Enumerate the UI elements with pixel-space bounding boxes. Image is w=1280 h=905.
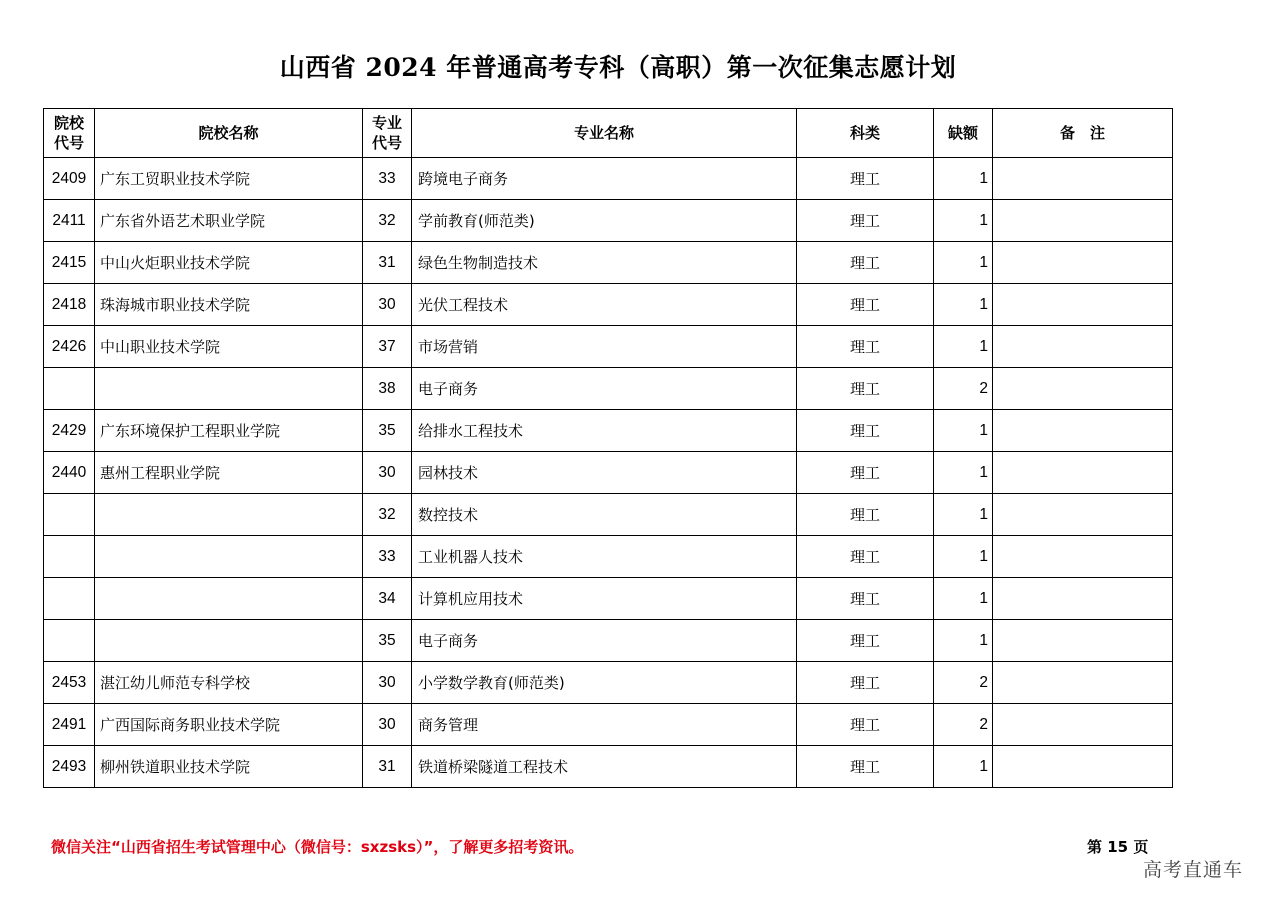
table-header-row xyxy=(44,109,1173,158)
page-number: 第 15 页 xyxy=(1087,838,1149,856)
cell-category: 理工 xyxy=(797,284,934,326)
cell-school-code: 2426 xyxy=(44,326,95,368)
cell-category: 理工 xyxy=(797,242,934,284)
cell-school-name xyxy=(95,368,363,410)
table-row xyxy=(44,494,1173,536)
header-school-name: 院校名称 xyxy=(95,109,363,158)
cell-school-name xyxy=(95,620,363,662)
cell-major-code: 30 xyxy=(363,452,412,494)
cell-major-code: 31 xyxy=(363,746,412,788)
cell-remark xyxy=(993,662,1173,704)
cell-school-name: 湛江幼儿师范专科学校 xyxy=(95,662,363,704)
cell-school-name xyxy=(95,578,363,620)
document-title: 山西省 2024 年普通高考专科（高职）第一次征集志愿计划 xyxy=(279,53,957,82)
cell-school-code: 2418 xyxy=(44,284,95,326)
cell-major-code: 30 xyxy=(363,284,412,326)
cell-major-name: 市场营销 xyxy=(412,326,797,368)
table-row xyxy=(44,578,1173,620)
cell-school-name: 中山职业技术学院 xyxy=(95,326,363,368)
cell-school-name: 广东省外语艺术职业学院 xyxy=(95,200,363,242)
header-category: 科类 xyxy=(797,109,934,158)
cell-major-name: 商务管理 xyxy=(412,704,797,746)
table-row xyxy=(44,662,1173,704)
cell-major-code: 35 xyxy=(363,620,412,662)
header-major-code: 专业 代号 xyxy=(363,109,412,158)
table-row xyxy=(44,410,1173,452)
cell-major-name: 电子商务 xyxy=(412,620,797,662)
enrollment-plan-table xyxy=(43,108,1173,788)
cell-school-code: 2411 xyxy=(44,200,95,242)
cell-major-name: 绿色生物制造技术 xyxy=(412,242,797,284)
cell-major-code: 30 xyxy=(363,662,412,704)
table-row xyxy=(44,200,1173,242)
cell-major-code: 30 xyxy=(363,704,412,746)
cell-major-name: 跨境电子商务 xyxy=(412,158,797,200)
cell-remark xyxy=(993,368,1173,410)
cell-school-code: 2440 xyxy=(44,452,95,494)
header-vacancies: 缺额 xyxy=(934,109,993,158)
table-row xyxy=(44,536,1173,578)
cell-category: 理工 xyxy=(797,326,934,368)
cell-category: 理工 xyxy=(797,452,934,494)
cell-school-code: 2453 xyxy=(44,662,95,704)
cell-school-code: 2491 xyxy=(44,704,95,746)
cell-category: 理工 xyxy=(797,536,934,578)
cell-vacancies: 1 xyxy=(934,578,993,620)
cell-school-name: 广西国际商务职业技术学院 xyxy=(95,704,363,746)
watermark-text: 高考直通车 xyxy=(1143,859,1244,881)
cell-major-code: 32 xyxy=(363,200,412,242)
cell-remark xyxy=(993,158,1173,200)
cell-school-code xyxy=(44,620,95,662)
cell-category: 理工 xyxy=(797,200,934,242)
cell-school-name: 广东环境保护工程职业学院 xyxy=(95,410,363,452)
cell-category: 理工 xyxy=(797,578,934,620)
cell-category: 理工 xyxy=(797,662,934,704)
cell-major-name: 光伏工程技术 xyxy=(412,284,797,326)
table-row xyxy=(44,158,1173,200)
header-school-code: 院校 代号 xyxy=(44,109,95,158)
footer-wechat-note: 微信关注“山西省招生考试管理中心（微信号：sxzsks）”，了解更多招考资讯。 xyxy=(51,838,584,856)
cell-remark xyxy=(993,536,1173,578)
cell-remark xyxy=(993,326,1173,368)
cell-major-name: 工业机器人技术 xyxy=(412,536,797,578)
table-row xyxy=(44,746,1173,788)
cell-vacancies: 1 xyxy=(934,494,993,536)
cell-school-code: 2493 xyxy=(44,746,95,788)
cell-school-code xyxy=(44,368,95,410)
cell-major-name: 计算机应用技术 xyxy=(412,578,797,620)
cell-school-code xyxy=(44,536,95,578)
table-row xyxy=(44,242,1173,284)
cell-major-code: 33 xyxy=(363,158,412,200)
cell-category: 理工 xyxy=(797,368,934,410)
cell-category: 理工 xyxy=(797,620,934,662)
cell-remark xyxy=(993,746,1173,788)
cell-school-name xyxy=(95,536,363,578)
cell-school-name: 珠海城市职业技术学院 xyxy=(95,284,363,326)
cell-vacancies: 1 xyxy=(934,158,993,200)
cell-major-name: 学前教育(师范类) xyxy=(412,200,797,242)
cell-vacancies: 2 xyxy=(934,368,993,410)
cell-vacancies: 1 xyxy=(934,326,993,368)
cell-school-name: 柳州铁道职业技术学院 xyxy=(95,746,363,788)
cell-major-code: 33 xyxy=(363,536,412,578)
cell-category: 理工 xyxy=(797,746,934,788)
table-row xyxy=(44,284,1173,326)
cell-vacancies: 2 xyxy=(934,704,993,746)
header-major-name: 专业名称 xyxy=(412,109,797,158)
cell-school-code xyxy=(44,494,95,536)
cell-category: 理工 xyxy=(797,158,934,200)
cell-major-name: 园林技术 xyxy=(412,452,797,494)
cell-vacancies: 1 xyxy=(934,746,993,788)
cell-category: 理工 xyxy=(797,494,934,536)
cell-major-name: 小学数学教育(师范类) xyxy=(412,662,797,704)
table-row xyxy=(44,620,1173,662)
cell-remark xyxy=(993,410,1173,452)
cell-major-code: 37 xyxy=(363,326,412,368)
cell-major-name: 铁道桥梁隧道工程技术 xyxy=(412,746,797,788)
cell-major-name: 数控技术 xyxy=(412,494,797,536)
cell-remark xyxy=(993,200,1173,242)
cell-category: 理工 xyxy=(797,704,934,746)
cell-school-code: 2415 xyxy=(44,242,95,284)
cell-school-code: 2409 xyxy=(44,158,95,200)
cell-remark xyxy=(993,494,1173,536)
cell-vacancies: 1 xyxy=(934,242,993,284)
cell-school-name: 惠州工程职业学院 xyxy=(95,452,363,494)
cell-remark xyxy=(993,620,1173,662)
table-row xyxy=(44,452,1173,494)
table-row xyxy=(44,368,1173,410)
cell-major-code: 34 xyxy=(363,578,412,620)
cell-remark xyxy=(993,578,1173,620)
cell-vacancies: 2 xyxy=(934,662,993,704)
cell-remark xyxy=(993,704,1173,746)
header-remark: 备 注 xyxy=(993,109,1173,158)
cell-school-name xyxy=(95,494,363,536)
cell-vacancies: 1 xyxy=(934,200,993,242)
cell-category: 理工 xyxy=(797,410,934,452)
cell-remark xyxy=(993,452,1173,494)
cell-vacancies: 1 xyxy=(934,536,993,578)
cell-remark xyxy=(993,242,1173,284)
cell-vacancies: 1 xyxy=(934,410,993,452)
cell-major-name: 给排水工程技术 xyxy=(412,410,797,452)
cell-vacancies: 1 xyxy=(934,452,993,494)
cell-major-code: 31 xyxy=(363,242,412,284)
cell-major-name: 电子商务 xyxy=(412,368,797,410)
cell-school-code xyxy=(44,578,95,620)
cell-vacancies: 1 xyxy=(934,284,993,326)
cell-remark xyxy=(993,284,1173,326)
table-row xyxy=(44,326,1173,368)
cell-major-code: 35 xyxy=(363,410,412,452)
cell-school-name: 中山火炬职业技术学院 xyxy=(95,242,363,284)
table-row xyxy=(44,704,1173,746)
cell-school-code: 2429 xyxy=(44,410,95,452)
cell-major-code: 38 xyxy=(363,368,412,410)
cell-vacancies: 1 xyxy=(934,620,993,662)
cell-major-code: 32 xyxy=(363,494,412,536)
cell-school-name: 广东工贸职业技术学院 xyxy=(95,158,363,200)
